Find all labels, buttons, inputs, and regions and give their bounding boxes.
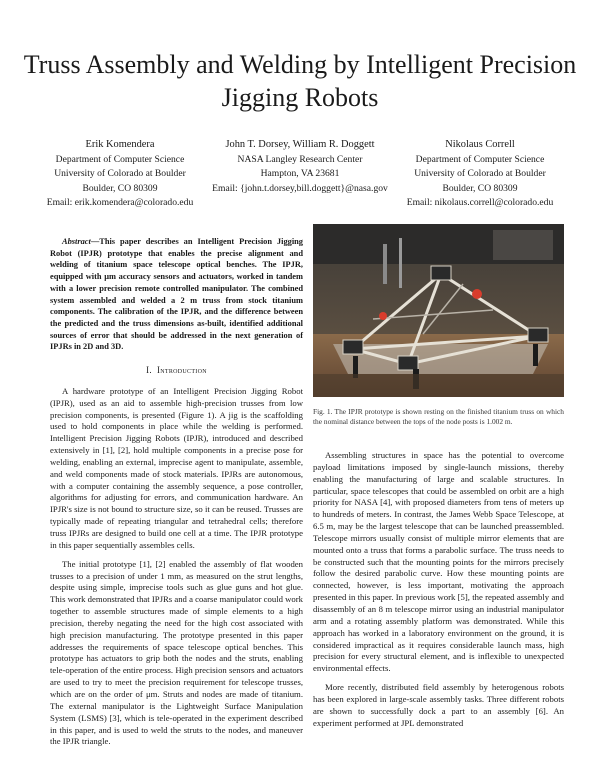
author-address: Boulder, CO 80309 bbox=[82, 182, 158, 194]
author-email: Email: erik.komendera@colorado.edu bbox=[46, 197, 194, 208]
author-name: Erik Komendera bbox=[85, 139, 155, 150]
intro-paragraph-1: A hardware prototype of an Intelligent Precision Jigging Robot (IPJR), used as an aid to assemble high-precision trusses from low precision components, is presented (Figure 1). A jig is the scaffolding used to hold components in place while the welding is performed. Intelligent Precision Jigging Robots (IPJR), introduced and described extensively in [1], [2], hold multiple components in a precise pose for welding, enabling an external, imprecise agent to manipulate, assemble, and weld components made of stock materials. IPJRs are autonomous, with a computer containing the assembly sequence, a pose controller, algorithms for adjusting for errors, and communication hardware. An IPJR's size is not bound to structure size, so it can be reused. Trusses are typically made of repeating triangular and tetrahedral cells; therefore truss IPJRs are designed to build one cell at a time. The IPJR prototype in this paper sequentially assembles cells. bbox=[50, 385, 303, 550]
right-column bbox=[313, 450, 564, 729]
paper-title: Truss Assembly and Welding by Intelligent Precision Jigging Robots bbox=[23, 50, 577, 112]
intro-paragraph-2: The initial prototype [1], [2] enabled the assembly of flat wooden trusses to a precision of under 1 mm, as measured on the strut lengths, despite using simple, imprecise tools such as glue guns and hot glue. This work demonstrated that IPJRs and a coarse manipulator could work together to assemble structures made of simple elements to a high precision, thereby negating the need for the high cost associated with high precision manufacturing. The prototype presented in this paper addresses the requirements of space telescope optical benches. This prototype has actuators to grip both the nodes and the struts, enabling tele-operation of the entire process. High precision sensors and actuators are used to try to meet the precision requirement for telescope trusses, which are on the order of μm. Struts and nodes are made of titanium. The external manipulator is the Lightweight Surface Manipulation System (LSMS) [3], which is tele-operated in the experiment described in this paper, and is used to weld the struts to the nodes, and maneuver the IPJR triangle. bbox=[50, 558, 303, 747]
section-heading-introduction bbox=[50, 365, 303, 377]
author-block-2 bbox=[200, 138, 400, 196]
author-name: Nikolaus Correll bbox=[445, 139, 515, 150]
author-address: Hampton, VA 23681 bbox=[260, 168, 340, 179]
abstract bbox=[50, 236, 303, 353]
author-affiliation: Department of Computer Science bbox=[55, 153, 185, 165]
left-column bbox=[50, 236, 303, 748]
author-affiliation: NASA Langley Research Center bbox=[237, 153, 363, 165]
author-block-1 bbox=[20, 138, 220, 211]
right-paragraph-1: Assembling structures in space has the potential to overcome payload limitations imposed by single-launch missions, thereby enabling the manufacturing of large and scalable structures. In particular, space telescopes that could be assembled on orbit are a high priority for NASA [4], with proposed diameters from tens of meters up to hundreds of meters. In contrast, the James Webb Space Telescope, at 6.5 m, may be the largest telescope that can be launched preassembled. Telescope mirrors usually consist of multiple mirror elements that are mounted onto a truss that forms a parabolic surface. The truss needs to be constructed such that the mounting points for the mirrors precisely follow the desired parabolic curve. How these mounting points are connected, however, is less important, motivating the approach presented in this paper. In previous work [5], the repeated assembly and disassembly of an 8 m telescope mirror using an industrial manipulator arm and a rotating assembly platform was demonstrated. While this approach has worked in a laboratory environment on the ground, it is considered impractical as it requires considerable launch mass, high precision for every structural element, and is inflexible to unexpected environmental effects. bbox=[313, 450, 564, 674]
figure-1-caption: Fig. 1. The IPJR prototype is shown resting on the finished titanium truss on which the nominal distance between the tops of the node posts is 1.002 m. bbox=[313, 407, 564, 426]
author-affiliation: University of Colorado at Boulder bbox=[54, 168, 186, 179]
author-name: John T. Dorsey, William R. Doggett bbox=[225, 139, 375, 150]
abstract-text: —This paper describes an Intelligent Precision Jigging Robot (IPJR) prototype that enables the precise alignment and welding of titanium space telescope optical benches. The IPJR, equipped with μm accuracy sensors and actuators, worked in tandem with a lower precision remote controlled manipulator. The combined system assembled and welded a 2 m truss from stock titanium components. The calibration of the IPJR, and the difference between the predicted and the truss dimensions as-built, identified additional sources of error that should be addressed in the next generation of IPJRs in 2D and 3D. bbox=[50, 237, 303, 352]
ipjr-truss-photo-illustration bbox=[313, 224, 564, 397]
author-block-3 bbox=[380, 138, 580, 211]
figure-1-photo bbox=[313, 224, 564, 397]
author-affiliation: Department of Computer Science bbox=[415, 153, 545, 165]
author-address: Boulder, CO 80309 bbox=[442, 182, 518, 194]
section-number: I. bbox=[146, 365, 152, 376]
right-paragraph-2: More recently, distributed field assembly by heterogenous robots has been explored in large-scale assembly tasks. Three different robots are shown to successfully dock a part to an assembly [6]. An experiment performed at JPL demonstrated bbox=[313, 682, 564, 728]
author-email: Email: {john.t.dorsey,bill.doggett}@nasa.gov bbox=[212, 182, 388, 194]
section-title: Introduction bbox=[156, 365, 207, 376]
abstract-label: Abstract bbox=[62, 237, 91, 246]
author-affiliation: University of Colorado at Boulder bbox=[414, 168, 546, 179]
author-email: Email: nikolaus.correll@colorado.edu bbox=[406, 197, 554, 208]
